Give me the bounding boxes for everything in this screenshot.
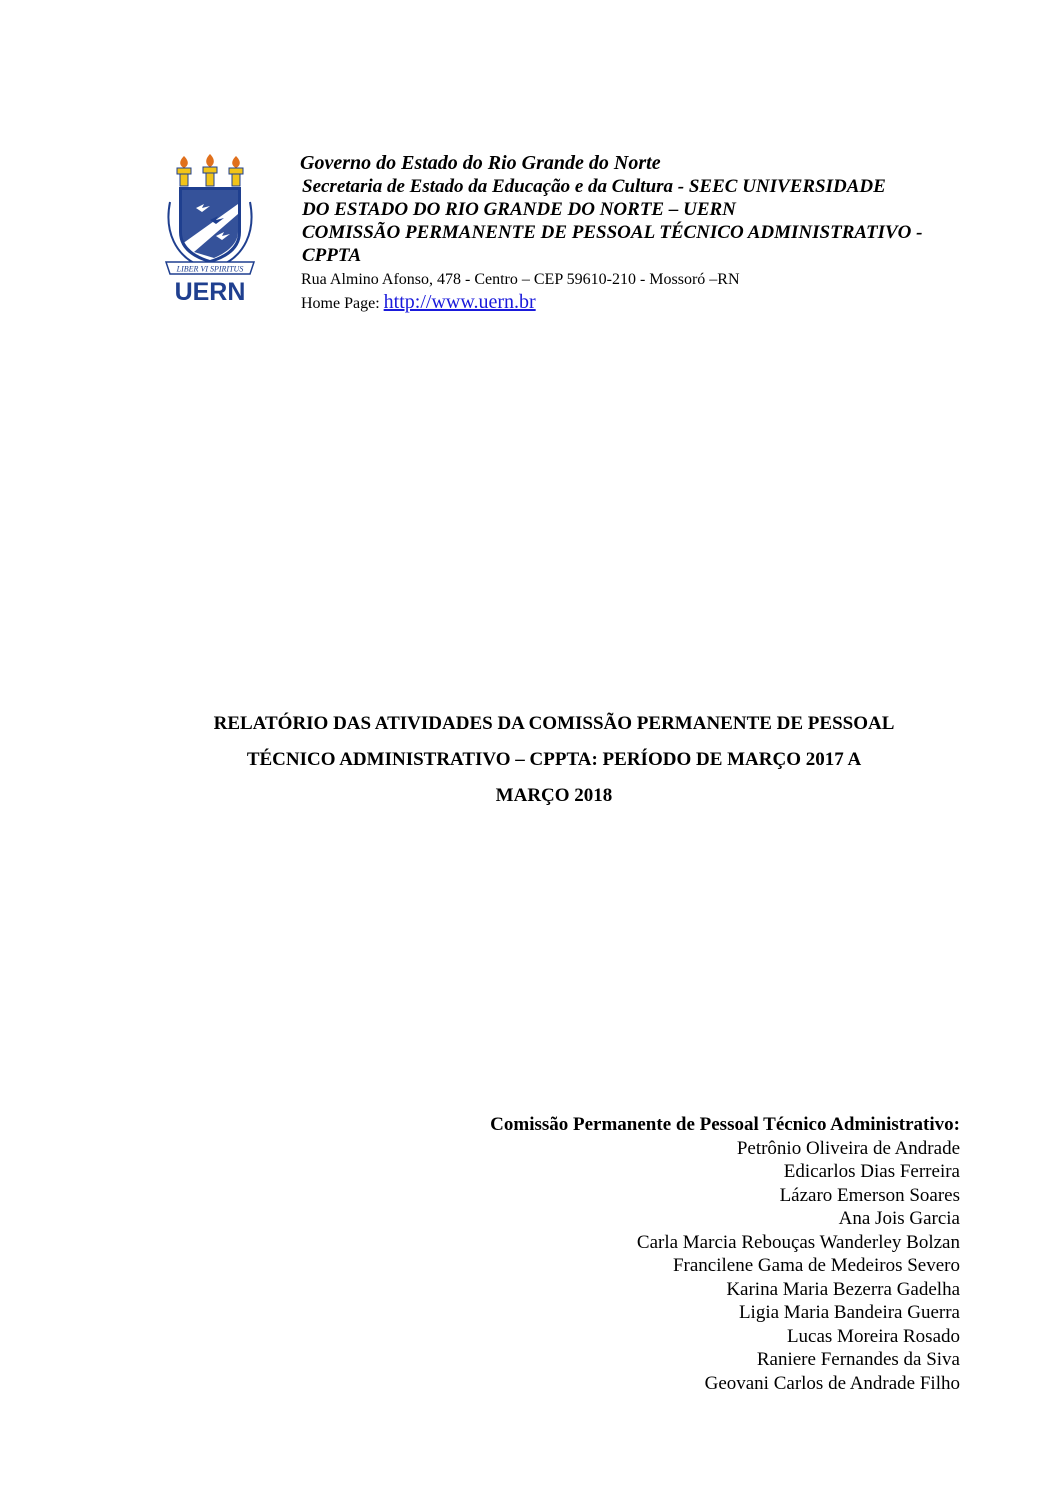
committee-heading: Comissão Permanente de Pessoal Técnico Administrativo: <box>490 1114 960 1135</box>
header-commission-acronym: CPPTA <box>302 245 362 266</box>
header-commission: COMISSÃO PERMANENTE DE PESSOAL TÉCNICO ADMINISTRATIVO - <box>302 222 923 243</box>
header-secretariat: Secretaria de Estado da Educação e da Cultura - SEEC UNIVERSIDADE <box>302 176 886 197</box>
member-name: Edicarlos Dias Ferreira <box>783 1161 960 1182</box>
torches-icon <box>177 154 243 186</box>
title-line-1: RELATÓRIO DAS ATIVIDADES DA COMISSÃO PERMANENTE DE PESSOAL <box>213 713 895 734</box>
letterhead <box>300 152 1000 315</box>
header-homepage <box>301 291 1000 315</box>
member-name: Raniere Fernandes da Siva <box>756 1349 960 1370</box>
member-name: Carla Marcia Rebouças Wanderley Bolzan <box>636 1231 960 1253</box>
member-name: Lázaro Emerson Soares <box>779 1184 960 1206</box>
header-university: DO ESTADO DO RIO GRANDE DO NORTE – UERN <box>302 199 736 220</box>
uern-crest-icon <box>160 152 260 304</box>
committee-block <box>490 1113 960 1395</box>
header-government: Governo do Estado do Rio Grande do Norte <box>300 152 661 174</box>
uern-logo <box>160 152 260 304</box>
logo-motto: LIBER VI SPIRITUS <box>176 264 244 274</box>
report-title <box>80 706 1028 814</box>
title-line-3: MARÇO 2018 <box>495 785 613 806</box>
member-name: Ana Jois Garcia <box>838 1208 960 1229</box>
homepage-label: Home Page: <box>301 295 380 312</box>
member-name: Karina Maria Bezerra Gadelha <box>726 1278 960 1300</box>
member-name: Lucas Moreira Rosado <box>786 1325 960 1347</box>
member-name: Francilene Gama de Medeiros Severo <box>672 1255 960 1276</box>
title-line-2: TÉCNICO ADMINISTRATIVO – CPPTA: PERÍODO DE MARÇO 2017 A <box>246 749 862 770</box>
member-name: Petrônio Oliveira de Andrade <box>736 1137 960 1159</box>
member-name: Geovani Carlos de Andrade Filho <box>704 1372 960 1394</box>
homepage-link[interactable]: http://www.uern.br <box>383 291 536 313</box>
member-name: Ligia Maria Bandeira Guerra <box>738 1302 960 1323</box>
committee-members <box>490 1137 960 1396</box>
header-address: Rua Almino Afonso, 478 - Centro – CEP 59610-210 - Mossoró –RN <box>301 271 740 288</box>
logo-text: UERN <box>174 278 246 304</box>
